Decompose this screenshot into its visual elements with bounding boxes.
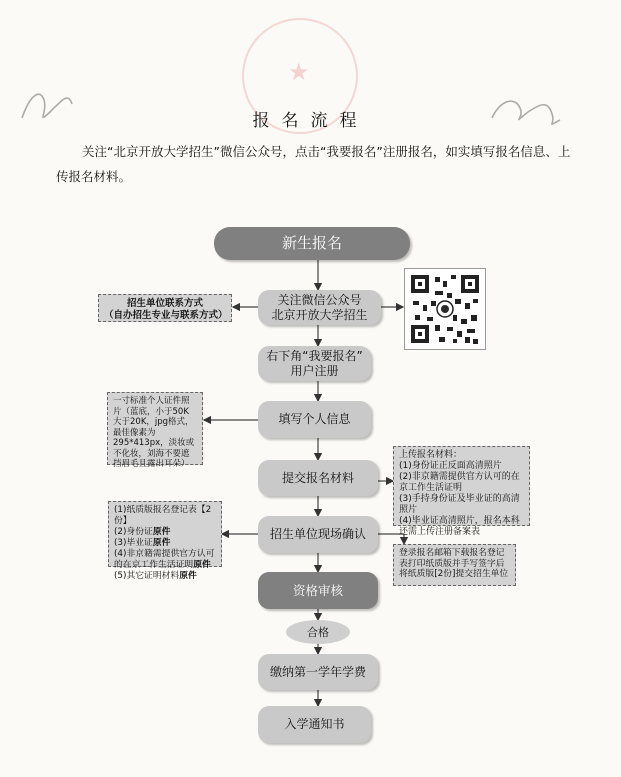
step-onsite-confirmation: 招生单位现场确认 xyxy=(258,516,378,553)
note-print-registration-form: 登录报名邮箱下载报名登记表打印纸质版并手写签字后将纸质版[2份]提交招生单位 xyxy=(393,544,516,586)
note-line: （自办招生专业与联系方式） xyxy=(104,309,228,321)
intro-paragraph: 关注“北京开放大学招生”微信公众号，点击“我要报名”注册报名，如实填写报名信息、上传报名材料。 xyxy=(56,144,571,184)
step-qualification-review: 资格审核 xyxy=(258,572,378,609)
step-label: 关注微信公众号 xyxy=(277,292,362,307)
step-follow-wechat xyxy=(258,290,381,325)
note-item: (1)纸质版报名登记表【2份】 xyxy=(114,505,212,526)
note-title: 上传报名材料： xyxy=(399,450,463,460)
step-label: 北京开放大学招生 xyxy=(271,307,368,322)
note-photo-requirements: 一寸标准个人证件照片（蓝底，小于50K大于20K，jpg格式，最佳像素为295*413px，淡妆或不化妆，刘海不要遮挡眉毛且露出耳朵） xyxy=(107,392,203,465)
step-pay-tuition: 缴纳第一学年学费 xyxy=(258,654,378,690)
step-label: 右下角“我要报名” xyxy=(266,348,363,363)
step-new-student-registration: 新生报名 xyxy=(214,227,410,260)
note-item: (2)身份证原件 xyxy=(114,527,171,537)
note-contact-info xyxy=(98,294,232,322)
step-fill-personal-info: 填写个人信息 xyxy=(258,401,371,438)
note-item: (3)毕业证原件 xyxy=(114,538,171,548)
step-qualified: 合格 xyxy=(286,620,350,644)
note-item: (4)毕业证高清照片，报名本科还需上传注册备案表 xyxy=(399,516,520,537)
note-item: (5)其它证明材料原件 xyxy=(114,571,197,581)
step-submit-materials: 提交报名材料 xyxy=(258,460,378,496)
note-item: (4)非京籍需提供官方认可的在京工作生活证明原件 xyxy=(114,549,215,570)
note-item: (2)非京籍需提供官方认可的在京工作生活证明 xyxy=(399,472,520,493)
step-register-account xyxy=(258,346,371,381)
note-upload-materials xyxy=(393,446,530,537)
step-label: 用户注册 xyxy=(290,363,339,378)
page-title: 报名流程 xyxy=(252,111,369,131)
note-line: 招生单位联系方式 xyxy=(126,298,203,309)
note-onsite-documents xyxy=(108,501,222,581)
wechat-qr-code xyxy=(404,268,486,350)
note-item: (3)手持身份证及毕业证的高清照片 xyxy=(399,494,520,515)
note-item: (1)身份证正反面高清照片 xyxy=(399,461,502,471)
step-admission-notice: 入学通知书 xyxy=(258,706,371,743)
